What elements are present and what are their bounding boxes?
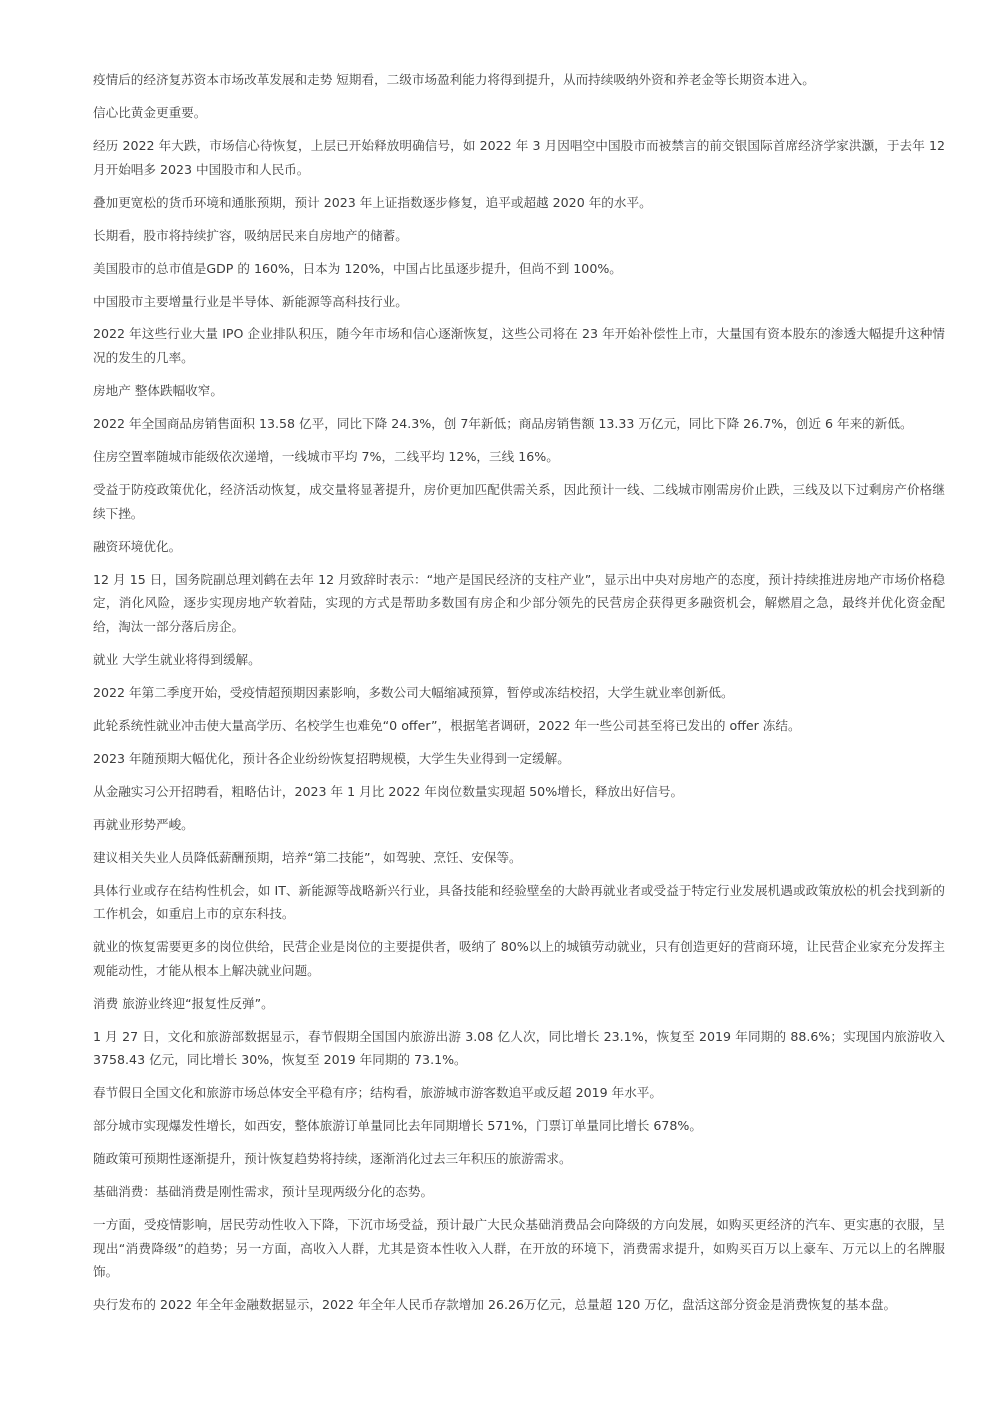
paragraph: 部分城市实现爆发性增长，如西安，整体旅游订单量同比去年同期增长 571%，门票订单量同比增长 678%。 [93, 1118, 702, 1134]
paragraph: 受益于防疫政策优化，经济活动恢复，成交量将显著提升，房价更加匹配供需关系，因此预计一线、二线城市刚需房价止跌，三线及以下过剩房产价格继续下挫。 [93, 482, 945, 521]
paragraph: 从金融实习公开招聘看，粗略估计，2023 年 1 月比 2022 年岗位数量实现超 50%增长，释放出好信号。 [93, 783, 684, 799]
paragraph: 央行发布的 2022 年全年金融数据显示，2022 年全年人民币存款增加 26.26万亿元，总量超 120 万亿，盘活这部分资金是消费恢复的基本盘。 [93, 1297, 897, 1313]
paragraph: 2022 年全国商品房销售面积 13.58 亿平，同比下降 24.3%，创 7年新低；商品房销售额 13.33 万亿元，同比下降 26.7%，创近 6 年来的新低。 [93, 416, 913, 432]
paragraph: 住房空置率随城市能级依次递增，一线城市平均 7%，二线平均 12%，三线 16%。 [93, 449, 559, 465]
paragraph: 叠加更宽松的货币环境和通胀预期，预计 2023 年上证指数逐步修复，追平或超越 2020 年的水平。 [93, 194, 652, 210]
paragraph: 融资环境优化。 [93, 538, 182, 554]
paragraph: 房地产 整体跌幅收窄。 [93, 383, 223, 399]
paragraph: 中国股市主要增量行业是半导体、新能源等高科技行业。 [93, 293, 408, 309]
paragraph: 随政策可预期性逐渐提升，预计恢复趋势将持续，逐渐消化过去三年积压的旅游需求。 [93, 1151, 572, 1167]
paragraph: 此轮系统性就业冲击使大量高学历、名校学生也难免“0 offer”，根据笔者调研，2022 年一些公司甚至将已发出的 offer 冻结。 [93, 717, 801, 733]
paragraph: 1 月 27 日，文化和旅游部数据显示，春节假期全国国内旅游出游 3.08 亿人次，同比增长 23.1%，恢复至 2019 年同期的 88.6%；实现国内旅游收入 3758.43 亿元，同比增长 30%，恢复至 2019 年同期的 73.1%。 [93, 1028, 945, 1068]
paragraph: 信心比黄金更重要。 [93, 104, 207, 120]
paragraph: 建议相关失业人员降低薪酬预期，培养“第二技能”，如驾驶、烹饪、安保等。 [93, 849, 522, 865]
paragraph: 就业 大学生就业将得到缓解。 [93, 651, 261, 667]
paragraph: 12 月 15 日，国务院副总理刘鹤在去年 12 月致辞时表示：“地产是国民经济的支柱产业”，显示出中央对房地产的态度，预计持续推进房地产市场价格稳定，消化风险，逐步实现房地产软着陆，实现的方式是帮助多数国有房企和少部分领先的民营房企获得更多融资机会，解燃眉之急，最终并优化资金配给，淘汰一部分落后房企。 [93, 571, 945, 634]
paragraph: 基础消费：基础消费是刚性需求，预计呈现两级分化的态势。 [93, 1184, 434, 1200]
paragraph: 2022 年第二季度开始，受疫情超预期因素影响，多数公司大幅缩减预算，暂停或冻结校招，大学生就业率创新低。 [93, 684, 734, 700]
document-body [93, 68, 945, 1326]
paragraph: 2022 年这些行业大量 IPO 企业排队积压，随今年市场和信心逐渐恢复，这些公司将在 23 年开始补偿性上市，大量国有资本股东的渗透大幅提升这种情况的发生的几率。 [93, 326, 945, 366]
paragraph: 长期看，股市将持续扩容，吸纳居民来自房地产的储蓄。 [93, 227, 408, 243]
paragraph: 春节假日全国文化和旅游市场总体安全平稳有序；结构看，旅游城市游客数追平或反超 2019 年水平。 [93, 1085, 662, 1101]
paragraph: 2023 年随预期大幅优化，预计各企业纷纷恢复招聘规模，大学生失业得到一定缓解。 [93, 750, 570, 766]
paragraph: 再就业形势严峻。 [93, 816, 194, 832]
paragraph: 经历 2022 年大跌，市场信心待恢复，上层已开始释放明确信号，如 2022 年 3 月因唱空中国股市而被禁言的前交银国际首席经济学家洪灏，于去年 12 月开始唱多 2023 中国股市和人民币。 [93, 137, 945, 177]
paragraph: 就业的恢复需要更多的岗位供给，民营企业是岗位的主要提供者，吸纳了 80%以上的城镇劳动就业，只有创造更好的营商环境，让民营企业家充分发挥主观能动性，才能从根本上解决就业问题。 [93, 939, 945, 978]
paragraph: 美国股市的总市值是GDP 的 160%，日本为 120%，中国占比虽逐步提升，但尚不到 100%。 [93, 260, 622, 276]
paragraph: 具体行业或存在结构性机会，如 IT、新能源等战略新兴行业，具备技能和经验壁垒的大龄再就业者或受益于特定行业发展机遇或政策放松的机会找到新的工作机会，如重启上市的京东科技。 [93, 882, 945, 922]
paragraph: 消费 旅游业终迎“报复性反弹”。 [93, 995, 274, 1011]
paragraph: 疫情后的经济复苏资本市场改革发展和走势 短期看，二级市场盈利能力将得到提升，从而持续吸纳外资和养老金等长期资本进入。 [93, 72, 815, 87]
paragraph: 一方面，受疫情影响，居民劳动性收入下降，下沉市场受益，预计最广大民众基础消费品会向降级的方向发展，如购买更经济的汽车、更实惠的衣服，呈现出“消费降级”的趋势；另一方面，高收入人群，尤其是资本性收入人群，在开放的环境下，消费需求提升，如购买百万以上豪车、万元以上的名牌服饰。 [93, 1217, 945, 1280]
